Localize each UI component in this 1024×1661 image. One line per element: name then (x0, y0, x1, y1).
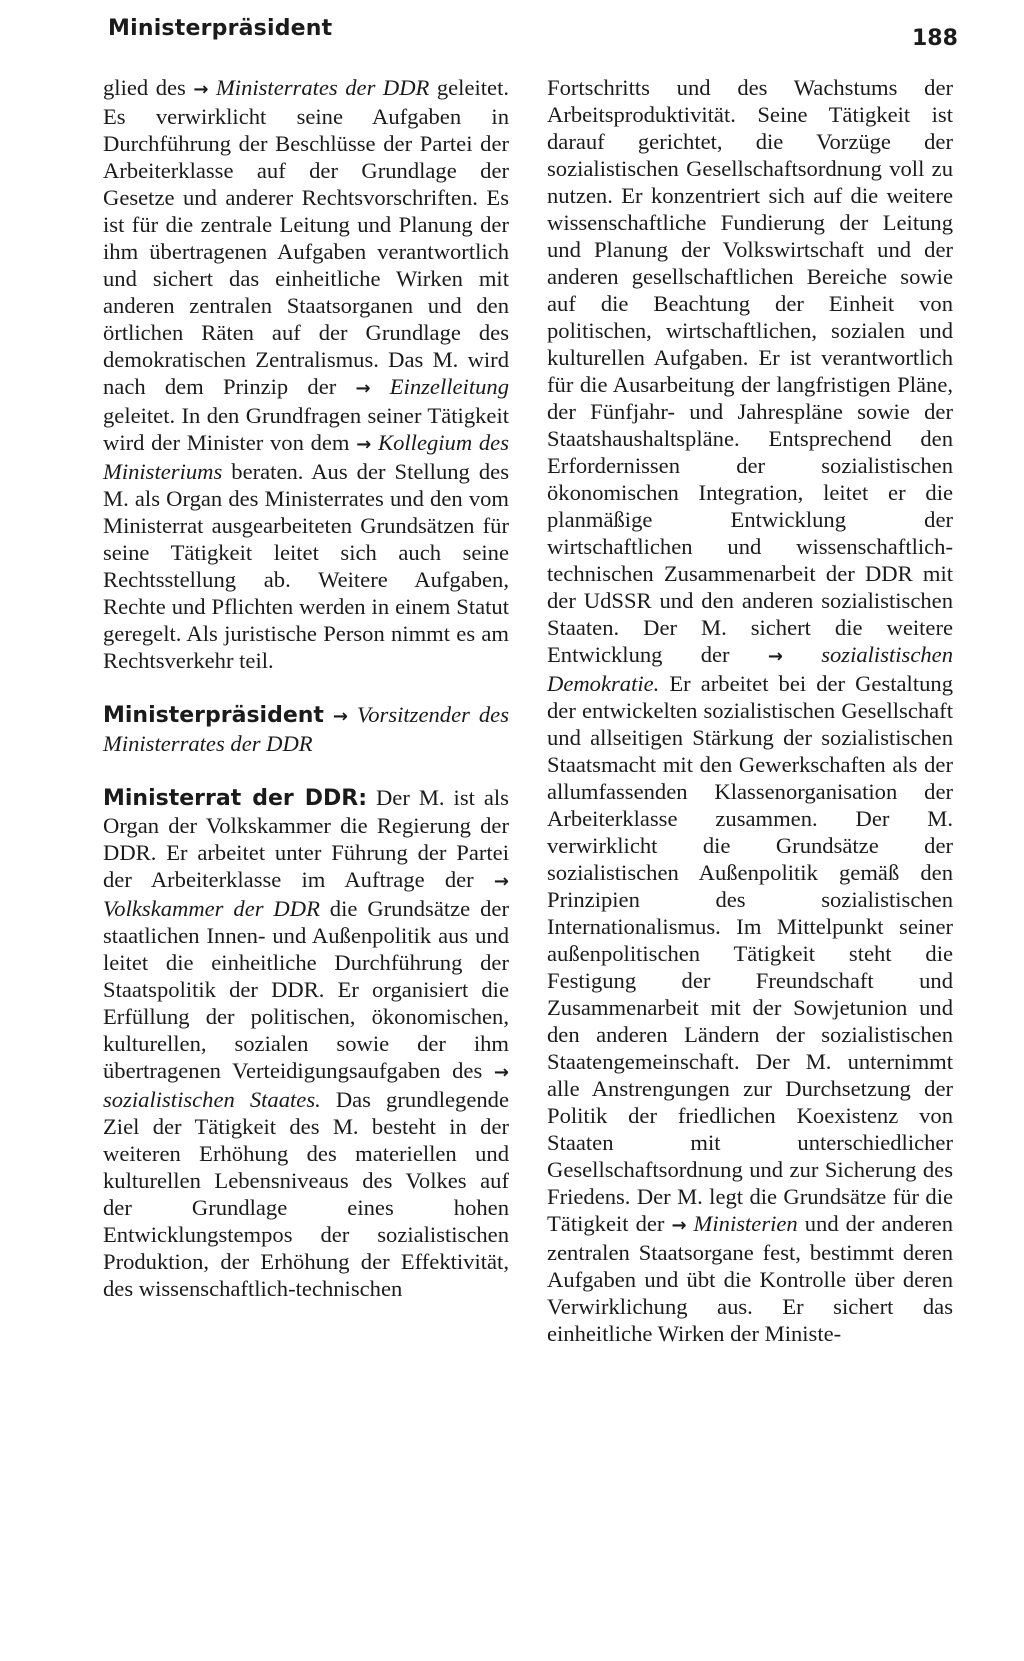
right-column (547, 74, 953, 1347)
entry-ministerrat-continuation (547, 74, 953, 1347)
cross-reference-arrow-icon: → (193, 79, 209, 100)
entry-ministerrat (103, 784, 509, 1302)
text-segment: Fortschritts und des Wachstums der Arbeitsproduktivität. Seine Tätigkeit ist darauf gerichtet, die Vorzüge der sozialistischen Gesellschaftsordnung voll zu nutzen. Er konzentriert sich auf die weitere wissenschaftliche Fundierung der Leitung und Planung der Volkswirtschaft und der anderen gesellschaftlichen Bereiche sowie auf die Beachtung der Einheit von politischen, wirtschaftlichen, sozialen und kulturellen Aufgaben. Er ist verantwortlich für die Ausarbeitung der langfristigen Pläne, der Fünfjahr- und Jahrespläne sowie der Staatshaushaltspläne. Entsprechend den Erfordernissen der sozialistischen ökonomischen Integration, leitet er die planmäßige Entwicklung der wirtschaftlichen und wissenschaftlich-technischen Zusammenarbeit der DDR mit der UdSSR und den anderen sozialistischen Staaten. Der M. sichert die weitere Entwicklung der (547, 75, 953, 667)
cross-reference: sozialistischen Staates. (103, 1087, 321, 1112)
page-number: 188 (912, 26, 958, 51)
cross-reference: Ministerrates der DDR (215, 75, 430, 100)
cross-reference: Einzelleitung (389, 374, 509, 399)
text-segment: und der anderen zentralen Staatsorgane fest, bestimmt deren Aufgaben und übt die Kontrolle über deren Verwirklichung aus. Er sichert das einheitliche Wirken der Ministe- (547, 1211, 953, 1346)
text-segment: geleitet. Es verwirklicht seine Aufgaben in Durchführung der Beschlüsse der Partei der Arbeiterklasse auf der Grundlage der Gesetze und anderer Rechtsvorschriften. Es ist für die zentrale Leitung und Planung der ihm übertragenen Aufgaben verantwortlich und sichert das einheitliche Wirken mit anderen zentralen Staatsorganen und den örtlichen Räten auf der Grundlage des demokratischen Zentralismus. Das M. wird nach dem Prinzip der (103, 75, 509, 399)
text-segment: die Grundsätze der staatlichen Innen- und Außenpolitik aus und leitet die einheitliche Durchführung der Staatspolitik der DDR. Er organisiert die Erfüllung der politischen, ökonomischen, kulturellen, sozialen sowie der ihm übertragenen Verteidigungsaufgaben des (103, 896, 509, 1083)
entry-headword: Ministerpräsident (103, 703, 324, 728)
cross-reference-arrow-icon: → (356, 434, 372, 455)
text-segment: geleitet. In den Grundfragen seiner Tätigkeit wird der Minister von dem (103, 403, 509, 455)
running-head: Ministerpräsident (108, 16, 333, 41)
cross-reference-arrow-icon: → (332, 706, 348, 727)
text-segment: beraten. Aus der Stellung des M. als Organ des Ministerrates und den vom Ministerrat ausgearbeiteten Grundsätzen für seine Tätigkeit leitet sich auch seine Rechtsstellung ab. Weitere Aufgaben, Rechte und Pflichten werden in einem Statut geregelt. Als juristische Person nimmt es am Rechtsverkehr teil. (103, 459, 509, 673)
text-segment: glied des (103, 75, 194, 100)
cross-reference-arrow-icon: → (493, 871, 509, 892)
entry-headword: Ministerrat der DDR: (103, 786, 367, 811)
cross-reference: Vorsitzender des Ministerrates der DDR (103, 702, 509, 756)
cross-reference-arrow-icon: → (355, 378, 371, 399)
text-segment: Der M. ist als Organ der Volkskammer die Regierung der DDR. Er arbeitet unter Führung der Partei der Arbeiterklasse im Auftrage der (103, 785, 509, 892)
text-segment: Er arbeitet bei der Gestaltung der entwickelten sozialistischen Gesellschaft und allseitigen Stärkung der sozialistischen Staatsmacht mit den Gewerkschaften als der allumfassenden Klassenorganisation der Arbeiterklasse zusammen. Der M. verwirklicht die Grundsätze der sozialistischen Außenpolitik gemäß den Prinzipien des sozialistischen Internationalismus. Im Mittelpunkt seiner außenpolitischen Tätigkeit steht die Festigung der Freundschaft und Zusammenarbeit mit der Sowjetunion und den anderen Ländern der sozialistischen Staatengemeinschaft. Der M. unternimmt alle Anstrengungen zur Durchsetzung der Politik der friedlichen Koexistenz von Staaten mit unterschiedlicher Gesellschaftsordnung und zur Sicherung des Friedens. Der M. legt die Grundsätze für die Tätigkeit der (547, 671, 953, 1236)
cross-reference: Volkskammer der DDR (103, 896, 320, 921)
cross-reference-arrow-icon: → (493, 1062, 509, 1083)
cross-reference-arrow-icon: → (671, 1215, 687, 1236)
cross-reference-arrow-icon: → (767, 646, 783, 667)
cross-reference: Kollegium des Ministeriums (103, 430, 510, 484)
cross-reference: sozialistischen Demokratie. (547, 642, 953, 696)
entry-ministerpraesident (103, 701, 509, 757)
left-column (103, 74, 509, 1302)
cross-reference: Ministerien (693, 1211, 798, 1236)
entry-ministerium-continuation (103, 74, 509, 674)
text-segment: Das grundlegende Ziel der Tätigkeit des M. besteht in der weiteren Erhöhung des materiellen und kulturellen Lebensniveaus des Volkes auf der Grundlage eines hohen Entwicklungstempos der sozialistischen Produktion, der Erhöhung der Effektivität, des wissenschaftlich-technischen (103, 1087, 509, 1301)
